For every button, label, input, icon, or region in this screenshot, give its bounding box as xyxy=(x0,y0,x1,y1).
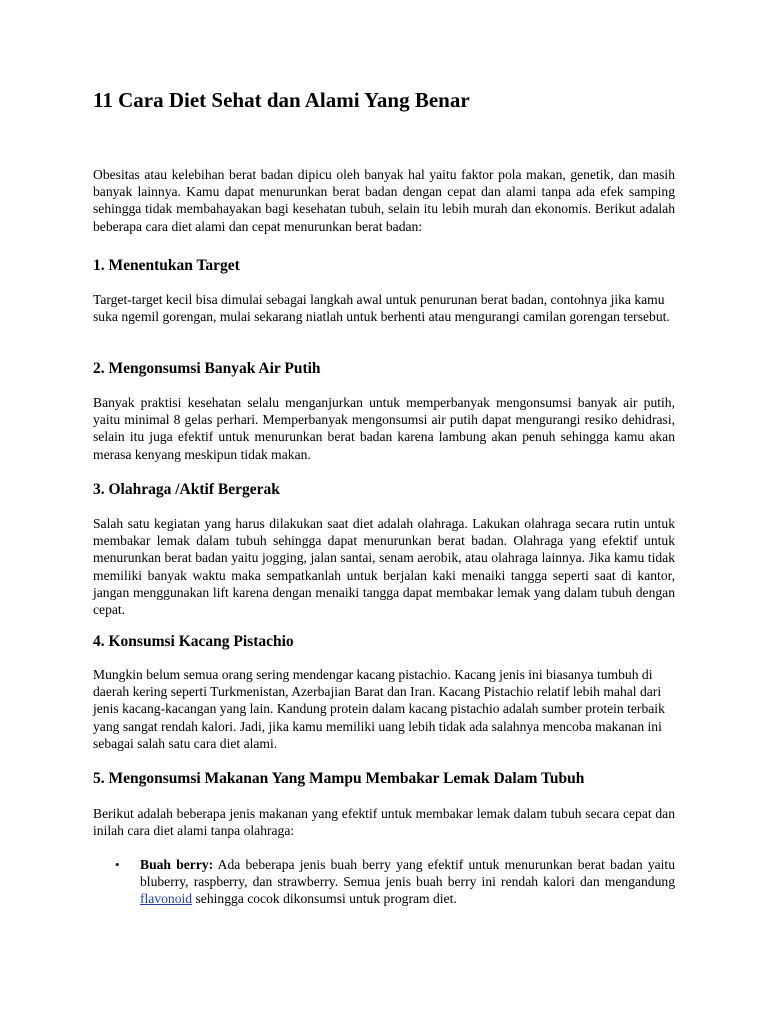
section-2-body: Banyak praktisi kesehatan selalu menganjurkan untuk memperbanyak mengonsumsi banyak air putih, yaitu minimal 8 gelas perhari. Memperbanyak mengonsumsi air putih dapat mengurangi resiko dehidrasi, selain itu juga efektif untuk menurunkan berat badan karena lambung akan penuh sehingga kamu akan merasa kenyang meskipun tidak makan. xyxy=(93,395,675,462)
bullet-text: Ada beberapa jenis buah berry yang efektif untuk menurunkan berat badan yaitu bluberry, raspberry, dan strawberry. Semua jenis buah berry ini rendah kalori dan mengandung xyxy=(140,857,676,890)
section-5-heading: 5. Mengonsumsi Makanan Yang Mampu Membakar Lemak Dalam Tubuh xyxy=(93,770,585,787)
bullet-icon: • xyxy=(115,857,120,872)
food-bullet-list xyxy=(93,856,675,908)
section-5-body: Berikut adalah beberapa jenis makanan yang efektif untuk membakar lemak dalam tubuh secara cepat dan inilah cara diet alami tanpa olahraga: xyxy=(93,806,675,839)
flavonoid-link[interactable]: flavonoid xyxy=(140,891,193,907)
bullet-label: Buah berry: xyxy=(140,857,214,872)
list-item xyxy=(93,856,675,908)
bullet-text-end: sehingga cocok dikonsumsi untuk program diet. xyxy=(192,891,457,907)
section-3-body: Salah satu kegiatan yang harus dilakukan saat diet adalah olahraga. Lakukan olahraga secara rutin untuk membakar lemak dalam tubuh sehingga dapat menurunkan berat badan. Olahraga yang efektif untuk menurunkan berat badan yaitu jogging, jalan santai, senam aerobik, atau olahraga lainnya. Jika kamu tidak memiliki banyak waktu maka sempatkanlah untuk berjalan kaki menaiki tangga seperti saat di kantor, jangan menggunakan lift karena dengan menaiki tangga dapat membakar lemak yang dalam tubuh dengan cepat. xyxy=(93,516,675,618)
section-4-body: Mungkin belum semua orang sering mendengar kacang pistachio. Kacang jenis ini biasanya tumbuh di daerah kering seperti Turkmenistan, Azerbajian Barat dan Iran. Kacang Pistachio relatif lebih mahal dari jenis kacang-kacangan yang lain. Kandung protein dalam kacang pistachio adalah sumber protein terbaik yang sangat rendah kalori. Jadi, jika kamu memiliki uang lebih tidak ada salahnya mencoba makanan ini sebagai salah satu cara diet alami. xyxy=(93,667,665,751)
intro-paragraph: Obesitas atau kelebihan berat badan dipicu oleh banyak hal yaitu faktor pola makan, genetik, dan masih banyak lainnya. Kamu dapat menurunkan berat badan dengan cepat dan alami tanpa ada efek samping sehingga tidak membahayakan bagi kesehatan tubuh, selain itu lebih murah dan ekonomis. Berikut adalah beberapa cara diet alami dan cepat menurunkan berat badan: xyxy=(93,167,675,234)
section-4-heading: 4. Konsumsi Kacang Pistachio xyxy=(93,633,294,650)
section-1-body: Target-target kecil bisa dimulai sebagai langkah awal untuk penurunan berat badan, contohnya jika kamu suka ngemil gorengan, mulai sekarang niatlah untuk berhenti atau mengurangi camilan gorengan tersebut. xyxy=(93,292,670,325)
section-3-heading: 3. Olahraga /Aktif Bergerak xyxy=(93,481,280,498)
document-title: 11 Cara Diet Sehat dan Alami Yang Benar xyxy=(93,88,470,112)
section-2-heading: 2. Mengonsumsi Banyak Air Putih xyxy=(93,360,321,377)
section-1-heading: 1. Menentukan Target xyxy=(93,257,240,274)
